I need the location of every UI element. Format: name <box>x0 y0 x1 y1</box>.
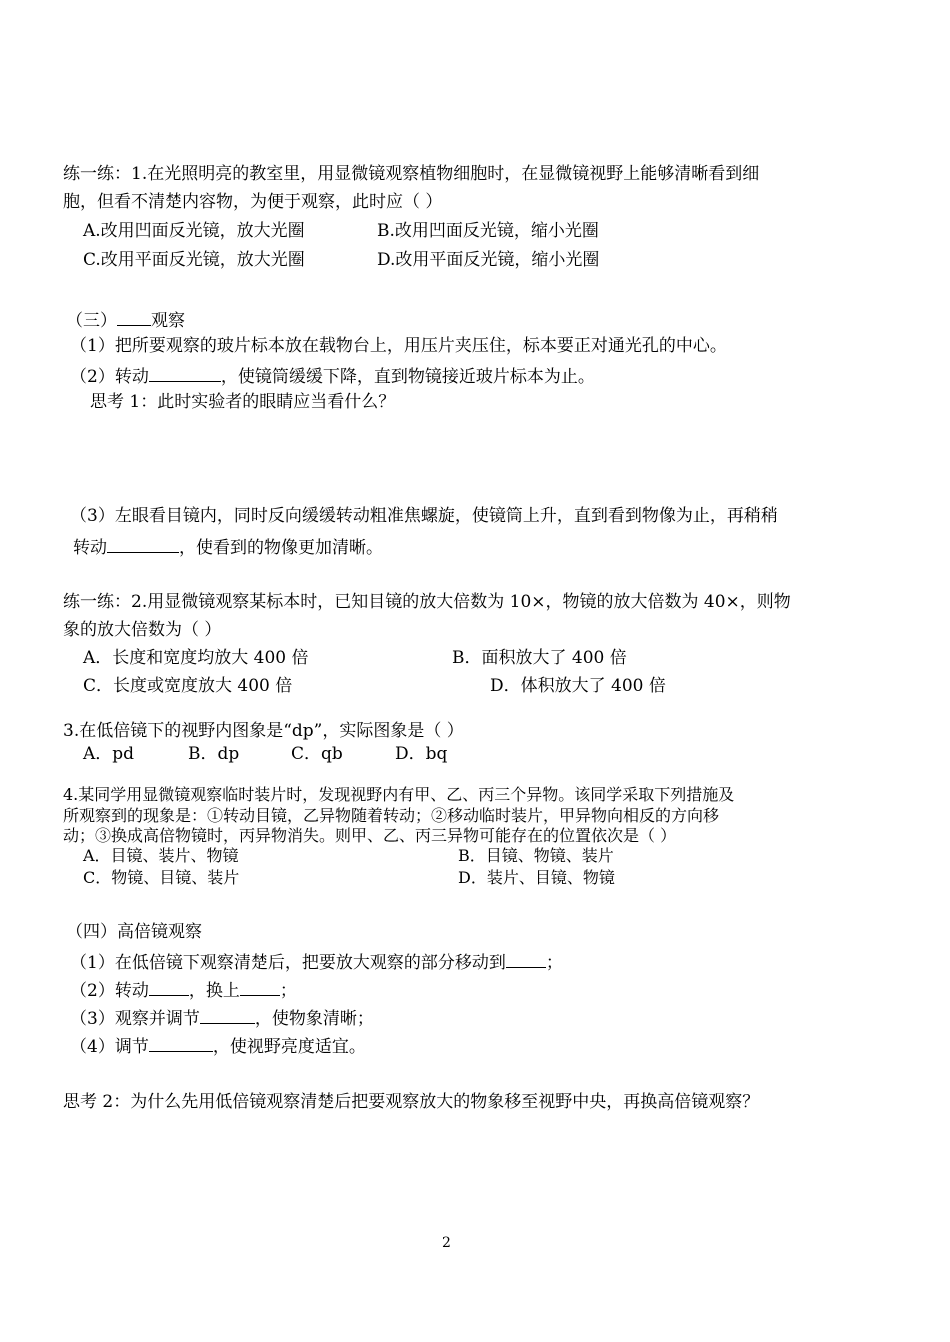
q2-stem-line2: 象的放大倍数为（ ） <box>63 620 222 640</box>
q1-option-c: C.改用平面反光镜，放大光圈 <box>83 250 305 270</box>
section4-step4 <box>70 1033 366 1058</box>
think-question-2: 思考 2：为什么先用低倍镜观察清楚后把要观察放大的物象移至视野中央，再换高倍镜观察？ <box>63 1092 760 1112</box>
q1-option-b: B.改用凹面反光镜，缩小光圈 <box>377 221 599 241</box>
q2-option-b: B．面积放大了 400 倍 <box>452 648 627 668</box>
fill-blank[interactable] <box>149 977 189 996</box>
q2-stem-line1: 练一练：2.用显微镜观察某标本时，已知目镜的放大倍数为 10×，物镜的放大倍数为 40×，则物 <box>63 592 791 612</box>
q2-option-c: C．长度或宽度放大 400 倍 <box>83 676 293 696</box>
q4-option-b: B．目镜、物镜、装片 <box>458 846 614 865</box>
section4-step1-suffix: ； <box>545 953 563 973</box>
section4-step3 <box>70 1005 374 1030</box>
q3-option-a: A．pd <box>83 744 135 764</box>
section4-step2-suffix: ； <box>279 981 297 1001</box>
fill-blank[interactable] <box>107 534 179 553</box>
q2-option-a: A．长度和宽度均放大 400 倍 <box>83 648 309 668</box>
section3-heading-prefix: （三） <box>66 311 117 331</box>
think-question-1: 思考 1：此时实验者的眼睛应当看什么？ <box>90 392 396 412</box>
fill-blank[interactable] <box>149 363 221 382</box>
section4-step2-prefix: （2）转动 <box>70 981 149 1001</box>
section4-step2-middle: ，换上 <box>188 981 240 1001</box>
section3-step3-prefix: 转动 <box>73 538 107 558</box>
q2-option-d: D．体积放大了 400 倍 <box>490 676 666 696</box>
section4-step2 <box>70 977 297 1002</box>
section3-step3-suffix: ，使看到的物像更加清晰。 <box>179 538 383 558</box>
section4-step1-prefix: （1）在低倍镜下观察清楚后，把要放大观察的部分移动到 <box>70 953 506 973</box>
section3-step2-prefix: （2）转动 <box>70 367 149 387</box>
section3-step2-suffix: ，使镜筒缓缓下降，直到物镜接近玻片标本为止。 <box>220 367 595 387</box>
q4-stem-line3: 动；③换成高倍物镜时，丙异物消失。则甲、乙、丙三异物可能存在的位置依次是（ ） <box>63 826 677 845</box>
q4-stem-line2: 所观察到的现象是：①转动目镜，乙异物随着转动；②移动临时装片，甲异物向相反的方向移 <box>63 806 720 825</box>
fill-blank[interactable] <box>240 977 280 996</box>
fill-blank[interactable] <box>117 307 151 326</box>
section4-step4-suffix: ，使视野亮度适宜。 <box>212 1037 366 1057</box>
section3-step2 <box>70 363 595 388</box>
section4-step3-suffix: ，使物象清晰； <box>254 1009 374 1029</box>
fill-blank[interactable] <box>149 1033 213 1052</box>
q1-option-d: D.改用平面反光镜，缩小光圈 <box>377 250 600 270</box>
q4-option-c: C．物镜、目镜、装片 <box>83 868 240 887</box>
q4-stem-line1: 4.某同学用显微镜观察临时装片时，发现视野内有甲、乙、丙三个异物。该同学采取下列措施及 <box>63 785 735 804</box>
section3-step3-line2 <box>73 534 383 559</box>
fill-blank[interactable] <box>200 1005 255 1024</box>
page-number: 2 <box>442 1235 451 1251</box>
q1-stem-line2: 胞，但看不清楚内容物，为便于观察，此时应（ ） <box>63 192 443 212</box>
q3-option-c: C．qb <box>291 744 343 764</box>
section4-heading: （四）高倍镜观察 <box>66 922 202 942</box>
section4-step1 <box>70 949 563 974</box>
section3-heading-suffix: 观察 <box>151 311 185 331</box>
section3-step3-line1: （3）左眼看目镜内，同时反向缓缓转动粗准焦螺旋，使镜筒上升，直到看到物像为止，再稍稍 <box>70 506 778 526</box>
q1-stem-line1: 练一练：1.在光照明亮的教室里，用显微镜观察植物细胞时，在显微镜视野上能够清晰看到细 <box>63 164 760 184</box>
q4-option-d: D．装片、目镜、物镜 <box>458 868 615 887</box>
fill-blank[interactable] <box>506 949 546 968</box>
section3-step1: （1）把所要观察的玻片标本放在载物台上，用压片夹压住，标本要正对通光孔的中心。 <box>70 336 727 356</box>
q3-option-b: B．dp <box>188 744 240 764</box>
section4-step4-prefix: （4）调节 <box>70 1037 149 1057</box>
q3-stem: 3.在低倍镜下的视野内图象是“dp”，实际图象是（ ） <box>63 721 464 741</box>
q3-option-d: D．bq <box>395 744 448 764</box>
section4-step3-prefix: （3）观察并调节 <box>70 1009 200 1029</box>
section3-heading <box>66 307 185 332</box>
q1-option-a: A.改用凹面反光镜，放大光圈 <box>83 221 305 241</box>
q4-option-a: A．目镜、装片、物镜 <box>83 846 239 865</box>
